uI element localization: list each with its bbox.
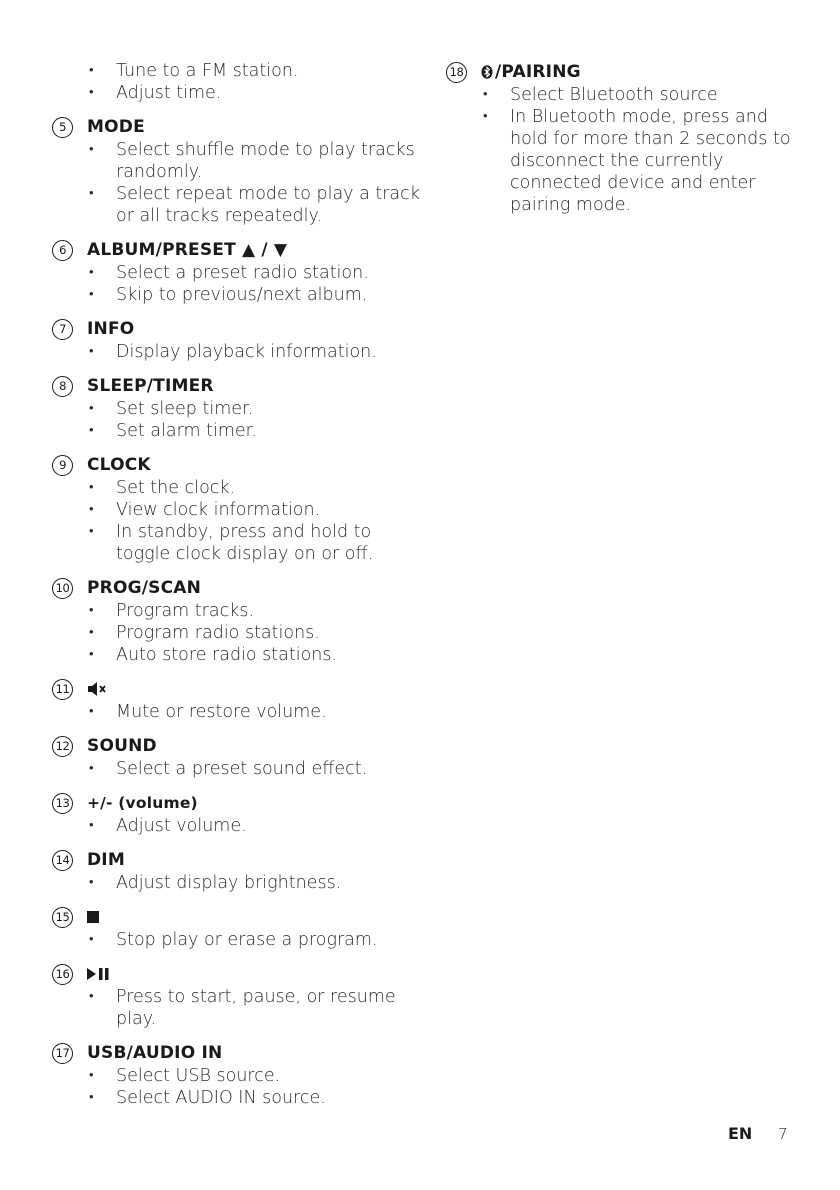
- section-title: +/- (volume): [87, 794, 198, 812]
- section-title: SLEEP/TIMER: [87, 376, 214, 396]
- item-number: 13: [52, 793, 73, 814]
- section-title: INFO: [87, 319, 135, 339]
- section-title: USB/AUDIO IN: [87, 1043, 223, 1063]
- item-number: 14: [52, 850, 73, 871]
- list-item: • Press to start, pause, or resume play.: [116, 986, 422, 1030]
- section-title: ALBUM/PRESET ▲ / ▼: [87, 240, 288, 260]
- list-item: • In standby, press and hold to toggle clock display on or off.: [116, 521, 422, 565]
- bluetooth-icon: [481, 65, 493, 79]
- list-item: • In Bluetooth mode, press and hold for more than 2 seconds to disconnect the currently connected device and enter pairing mode.: [510, 106, 806, 216]
- section-album-preset: [52, 238, 422, 306]
- section-title: MODE: [87, 117, 145, 137]
- list-item: • Set the clock.: [116, 477, 422, 499]
- item-number: 7: [52, 319, 73, 340]
- right-column: [446, 60, 806, 227]
- section-play-pause: [52, 962, 422, 1030]
- item-number: 5: [52, 117, 73, 138]
- item-number: 17: [52, 1043, 73, 1064]
- section-info: [52, 317, 422, 363]
- intro-list: [52, 60, 422, 104]
- section-prog-scan: [52, 576, 422, 666]
- section-clock: [52, 453, 422, 565]
- section-title: CLOCK: [87, 455, 151, 475]
- item-number: 9: [52, 455, 73, 476]
- left-column: [52, 60, 422, 1120]
- list-item: • View clock information.: [116, 499, 422, 521]
- play-pause-icon: [87, 968, 111, 980]
- list-item: • Stop play or erase a program.: [116, 929, 422, 951]
- list-item: • Set alarm timer.: [116, 420, 422, 442]
- list-item: • Mute or restore volume.: [116, 701, 422, 723]
- page-number: 7: [778, 1125, 788, 1143]
- section-title: DIM: [87, 850, 125, 870]
- item-number: 11: [52, 679, 73, 700]
- list-item: • Select repeat mode to play a track or all tracks repeatedly.: [116, 183, 422, 227]
- item-number: 16: [52, 964, 73, 985]
- list-item: • Set sleep timer.: [116, 398, 422, 420]
- list-item: • Select shuffle mode to play tracks randomly.: [116, 139, 422, 183]
- section-mute: [52, 677, 422, 723]
- item-number: 10: [52, 578, 73, 599]
- section-title: SOUND: [87, 736, 157, 756]
- list-item: • Select AUDIO IN source.: [116, 1087, 422, 1109]
- list-item: • Skip to previous/next album.: [116, 284, 422, 306]
- section-dim: [52, 848, 422, 894]
- section-sleep-timer: [52, 374, 422, 442]
- list-item: • Adjust display brightness.: [116, 872, 422, 894]
- list-item: • Adjust volume.: [116, 815, 422, 837]
- section-stop: [52, 905, 422, 951]
- item-number: 6: [52, 240, 73, 261]
- item-number: 18: [446, 62, 467, 83]
- intro-section: [52, 60, 422, 104]
- list-item: • Program tracks.: [116, 600, 422, 622]
- section-usb-audio-in: [52, 1041, 422, 1109]
- list-item: • Adjust time.: [116, 82, 422, 104]
- list-item: • Tune to a FM station.: [116, 60, 422, 82]
- list-item: • Program radio stations.: [116, 622, 422, 644]
- list-item: • Select Bluetooth source: [510, 84, 806, 106]
- section-mode: [52, 115, 422, 227]
- section-pairing: [446, 60, 806, 216]
- section-sound: [52, 734, 422, 780]
- list-item: • Auto store radio stations.: [116, 644, 422, 666]
- section-title: PROG/SCAN: [87, 578, 202, 598]
- item-number: 12: [52, 736, 73, 757]
- item-number: 8: [52, 376, 73, 397]
- section-volume: [52, 791, 422, 837]
- item-number: 15: [52, 907, 73, 928]
- list-item: • Display playback information.: [116, 341, 422, 363]
- list-item: • Select a preset radio station.: [116, 262, 422, 284]
- stop-icon: [87, 911, 99, 923]
- section-title: /PAIRING: [495, 62, 581, 82]
- language-label: EN: [728, 1124, 753, 1143]
- mute-icon: [87, 681, 107, 697]
- list-item: • Select a preset sound effect.: [116, 758, 422, 780]
- list-item: • Select USB source.: [116, 1065, 422, 1087]
